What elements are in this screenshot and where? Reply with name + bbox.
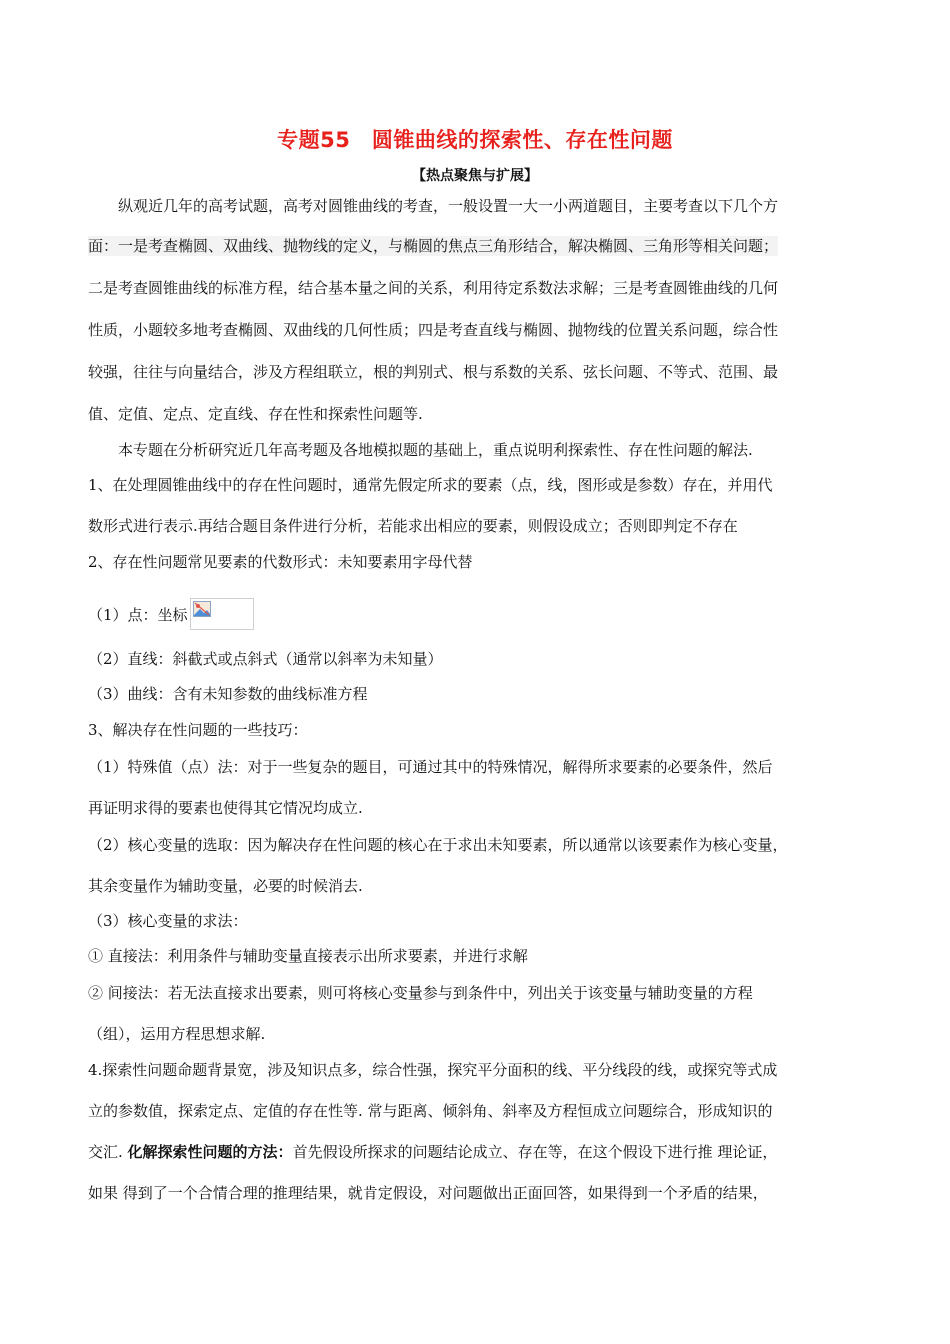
paragraph-line: ① 直接法：利用条件与辅助变量直接表示出所求要素，并进行求解 bbox=[88, 947, 528, 965]
point-label: （1）点：坐标 bbox=[88, 606, 188, 624]
paragraph-line: 面：一是考查椭圆、双曲线、抛物线的定义，与椭圆的焦点三角形结合，解决椭圆、三角形等相关问题； bbox=[88, 237, 779, 255]
paragraph-line: （3）曲线：含有未知参数的曲线标准方程 bbox=[88, 685, 368, 703]
paragraph-line: 数形式进行表示.再结合题目条件进行分析，若能求出相应的要素，则假设成立；否则即判定不存在 bbox=[88, 517, 738, 535]
paragraph-line: 4.探索性问题命题背景宽，涉及知识点多，综合性强，探究平分面积的线、平分线段的线，或探究等式成 bbox=[88, 1061, 778, 1079]
paragraph-line bbox=[88, 1142, 777, 1162]
bold-term: 化解探索性问题的方法： bbox=[127, 1143, 293, 1161]
paragraph-line: （3）核心变量的求法： bbox=[88, 912, 248, 930]
broken-image-icon bbox=[190, 598, 254, 630]
paragraph-line: 纵观近几年的高考试题，高考对圆锥曲线的考查，一般设置一大一小两道题目，主要考查以下几个方 bbox=[118, 197, 779, 215]
paragraph-line: 二是考查圆锥曲线的标准方程，结合基本量之间的关系，利用待定系数法求解；三是考查圆锥曲线的几何 bbox=[88, 279, 779, 297]
text-run: 交汇. bbox=[88, 1143, 128, 1161]
paragraph-line: （2）直线：斜截式或点斜式（通常以斜率为未知量） bbox=[88, 650, 443, 668]
paragraph-line: 立的参数值，探索定点、定值的存在性等. 常与距离、倾斜角、斜率及方程恒成立问题综合，形成知识的 bbox=[88, 1102, 773, 1120]
paragraph-line: 1、在处理圆锥曲线中的存在性问题时，通常先假定所求的要素（点，线，图形或是参数）存在，并用代 bbox=[88, 476, 773, 494]
paragraph-line: （1）特殊值（点）法：对于一些复杂的题目，可通过其中的特殊情况，解得所求要素的必要条件，然后 bbox=[88, 758, 773, 776]
paragraph-line: 再证明求得的要素也使得其它情况均成立. bbox=[88, 799, 363, 817]
paragraph-line: 2、存在性问题常见要素的代数形式：未知要素用字母代替 bbox=[88, 553, 473, 571]
page-title: 专题55 圆锥曲线的探索性、存在性问题 bbox=[277, 128, 673, 152]
paragraph-line: 值、定值、定点、定直线、存在性和探索性问题等. bbox=[88, 405, 423, 423]
paragraph-line: （组），运用方程思想求解. bbox=[88, 1025, 266, 1043]
paragraph-line bbox=[88, 600, 254, 632]
paragraph-line: 如果 得到了一个合情合理的推理结果，就肯定假设，对问题做出正面回答，如果得到一个矛盾的结果， bbox=[88, 1184, 768, 1202]
paragraph-line: 本专题在分析研究近几年高考题及各地模拟题的基础上，重点说明利探索性、存在性问题的解法. bbox=[118, 441, 753, 459]
text-run: 首先假设所探求的问题结论成立、存在等，在这个假设下进行推 理论证， bbox=[292, 1143, 778, 1161]
paragraph-line: 其余变量作为辅助变量，必要的时候消去. bbox=[88, 877, 363, 895]
paragraph-line: （2）核心变量的选取：因为解决存在性问题的核心在于求出未知要素，所以通常以该要素作为核心变量， bbox=[88, 836, 788, 854]
paragraph-line: ② 间接法：若无法直接求出要素，则可将核心变量参与到条件中，列出关于该变量与辅助变量的方程 bbox=[88, 984, 753, 1002]
paragraph-line: 性质，小题较多地考查椭圆、双曲线的几何性质；四是考查直线与椭圆、抛物线的位置关系问题，综合性 bbox=[88, 321, 779, 339]
paragraph-line: 较强，往往与向量结合，涉及方程组联立，根的判别式、根与系数的关系、弦长问题、不等式、范围、最 bbox=[88, 363, 779, 381]
paragraph-line: 3、解决存在性问题的一些技巧： bbox=[88, 721, 308, 739]
section-heading: 【热点聚焦与扩展】 bbox=[412, 168, 538, 184]
